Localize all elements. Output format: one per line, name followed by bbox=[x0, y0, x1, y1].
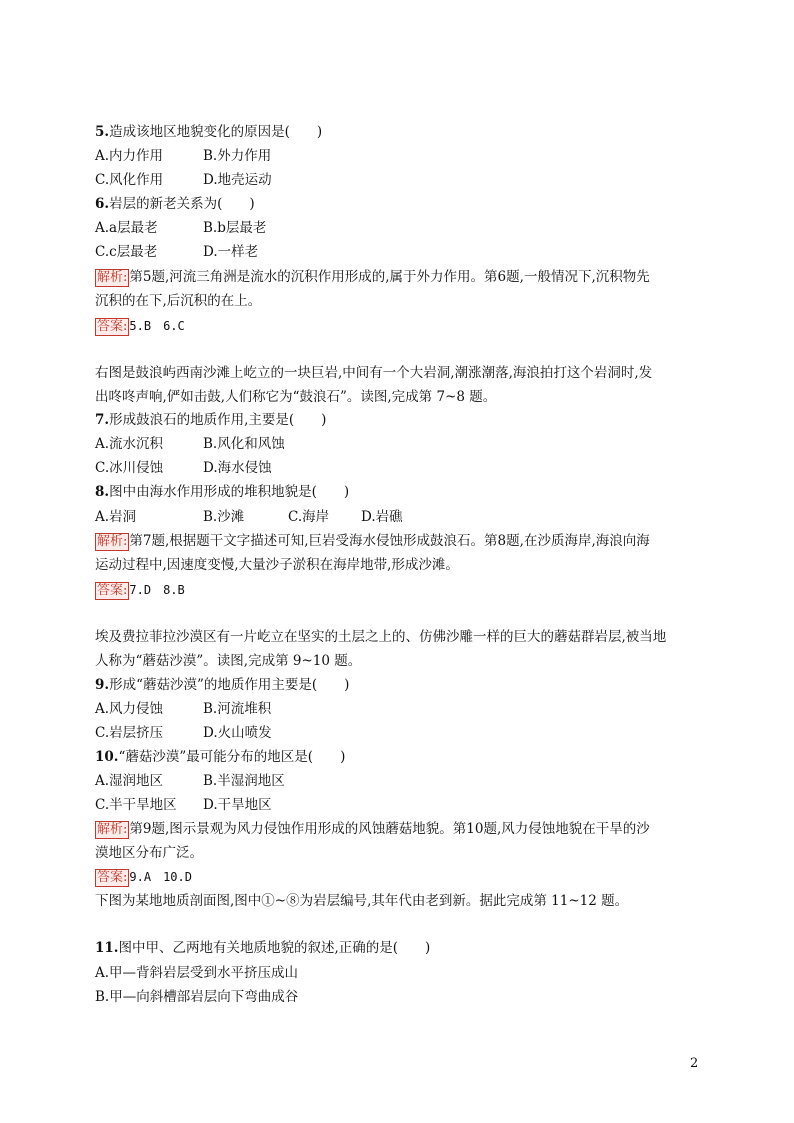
options-row bbox=[95, 795, 272, 815]
answer-text: 5.B 6.C bbox=[129, 319, 185, 333]
option-a: A.内力作用 bbox=[95, 148, 164, 164]
option-a: A.岩洞 bbox=[95, 509, 137, 525]
question-text: 图中甲、乙两地有关地质地貌的叙述,正确的是( ) bbox=[118, 940, 431, 956]
option-c: C.海岸 bbox=[288, 509, 330, 525]
explanation-tag: 解析: bbox=[97, 534, 128, 549]
question-text: 形成“蘑菇沙漠”的地质作用主要是( ) bbox=[109, 677, 350, 693]
passage-text: 埃及费拉菲拉沙漠区有一片屹立在坚实的土层之上的、仿佛沙雕一样的巨大的蘑菇群岩层,被当地 bbox=[95, 629, 667, 645]
options-row bbox=[95, 699, 271, 719]
question-10 bbox=[95, 747, 345, 767]
question-number: 5. bbox=[95, 124, 110, 140]
explanation-continued: 漠地区分布广泛。 bbox=[95, 845, 203, 861]
option-b: B.半湿润地区 bbox=[203, 773, 285, 789]
question-8 bbox=[95, 482, 349, 502]
passage-text: 人称为“蘑菇沙漠”。读图,完成第 9~10 题。 bbox=[95, 653, 362, 669]
options-row bbox=[95, 723, 272, 743]
option-c: C.风化作用 bbox=[95, 172, 164, 188]
options-row bbox=[95, 218, 266, 238]
explanation bbox=[95, 267, 650, 287]
option-b: B.外力作用 bbox=[203, 148, 272, 164]
question-text: 造成该地区地貌变化的原因是( ) bbox=[109, 124, 323, 140]
options-row bbox=[95, 146, 271, 166]
question-text: 形成鼓浪石的地质作用,主要是( ) bbox=[109, 412, 327, 428]
answer-tag: 答案: bbox=[97, 583, 128, 598]
explanation-continued: 沉积的在下,后沉积的在上。 bbox=[95, 293, 262, 309]
options-row bbox=[95, 434, 285, 454]
option-a: A.湿润地区 bbox=[95, 773, 164, 789]
question-number: 11. bbox=[95, 940, 119, 956]
question-text: 岩层的新老关系为( ) bbox=[109, 196, 255, 212]
answer-text: 7.D 8.B bbox=[129, 583, 185, 597]
option-d: D.一样老 bbox=[203, 244, 259, 260]
explanation-tag: 解析: bbox=[97, 822, 128, 837]
explanation-text: 第9题,图示景观为风力侵蚀作用形成的风蚀蘑菇地貌。第10题,风力侵蚀地貌在干旱的沙 bbox=[129, 821, 650, 837]
answer bbox=[95, 580, 185, 600]
option-a: A.风力侵蚀 bbox=[95, 701, 164, 717]
explanation bbox=[95, 531, 650, 551]
option-c: C.c层最老 bbox=[95, 244, 158, 260]
option-b: B.河流堆积 bbox=[203, 701, 272, 717]
answer-tag: 答案: bbox=[97, 319, 128, 334]
option-d: D.海水侵蚀 bbox=[203, 460, 272, 476]
question-5 bbox=[95, 122, 322, 142]
question-7 bbox=[95, 410, 326, 430]
option-b: B.甲—向斜槽部岩层向下弯曲成谷 bbox=[95, 989, 299, 1005]
option-b: B.风化和风蚀 bbox=[203, 436, 285, 452]
question-6 bbox=[95, 194, 255, 214]
explanation bbox=[95, 819, 650, 839]
option-b: B.b层最老 bbox=[203, 220, 267, 236]
options-row bbox=[95, 507, 403, 527]
question-11 bbox=[95, 938, 430, 958]
answer-tag: 答案: bbox=[97, 870, 128, 885]
passage-text: 出咚咚声响,俨如击鼓,人们称它为“鼓浪石”。读图,完成第 7~8 题。 bbox=[95, 389, 497, 405]
option-b: B.沙滩 bbox=[203, 509, 245, 525]
explanation-continued: 运动过程中,因速度变慢,大量沙子淤积在海岸地带,形成沙滩。 bbox=[95, 557, 459, 573]
question-number: 10. bbox=[95, 749, 119, 765]
question-number: 9. bbox=[95, 677, 110, 693]
explanation-text: 第7题,根据题干文字描述可知,巨岩受海水侵蚀形成鼓浪石。第8题,在沙质海岸,海浪向海 bbox=[129, 533, 650, 549]
option-d: D.火山喷发 bbox=[203, 725, 272, 741]
options-row bbox=[95, 242, 258, 262]
option-d: D.岩礁 bbox=[361, 509, 403, 525]
option-c: C.冰川侵蚀 bbox=[95, 460, 164, 476]
question-number: 6. bbox=[95, 196, 110, 212]
option-a: A.甲—背斜岩层受到水平挤压成山 bbox=[95, 965, 299, 981]
page-number: 2 bbox=[690, 1056, 699, 1071]
question-number: 7. bbox=[95, 412, 110, 428]
explanation-tag: 解析: bbox=[97, 270, 128, 285]
answer bbox=[95, 316, 185, 336]
passage-text: 下图为某地地质剖面图,图中①~⑧为岩层编号,其年代由老到新。据此完成第 11~12 题。 bbox=[95, 893, 629, 909]
question-number: 8. bbox=[95, 484, 110, 500]
question-text: 图中由海水作用形成的堆积地貌是( ) bbox=[109, 484, 350, 500]
option-c: C.岩层挤压 bbox=[95, 725, 164, 741]
option-a: A.a层最老 bbox=[95, 220, 158, 236]
answer-text: 9.A 10.D bbox=[129, 870, 192, 884]
options-row bbox=[95, 771, 285, 791]
option-a: A.流水沉积 bbox=[95, 436, 164, 452]
option-c: C.半干旱地区 bbox=[95, 797, 177, 813]
question-text: “蘑菇沙漠”最可能分布的地区是( ) bbox=[118, 749, 346, 765]
answer bbox=[95, 867, 192, 887]
option-d: D.干旱地区 bbox=[203, 797, 272, 813]
explanation-text: 第5题,河流三角洲是流水的沉积作用形成的,属于外力作用。第6题,一般情况下,沉积物先 bbox=[129, 269, 650, 285]
options-row bbox=[95, 170, 272, 190]
option-d: D.地壳运动 bbox=[203, 172, 272, 188]
passage-text: 右图是鼓浪屿西南沙滩上屹立的一块巨岩,中间有一个大岩洞,潮涨潮落,海浪拍打这个岩洞时,发 bbox=[95, 365, 653, 381]
question-9 bbox=[95, 675, 349, 695]
options-row bbox=[95, 458, 272, 478]
